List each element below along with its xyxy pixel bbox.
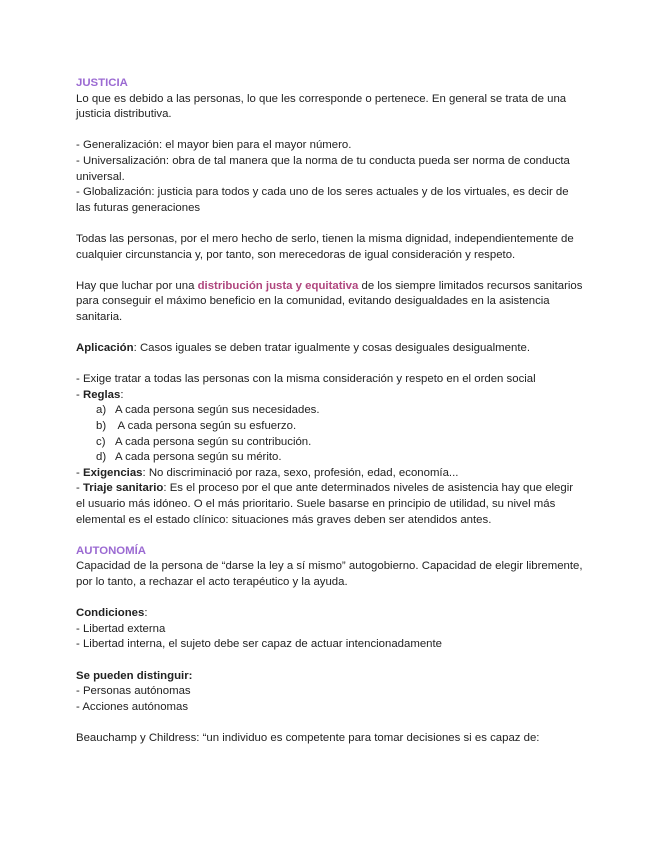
justicia-item-universalizacion: - Universalización: obra de tal manera que la norma de tu conducta pueda ser norma de conducta universal.	[76, 154, 570, 183]
condiciones-item-externa: - Libertad externa	[76, 622, 166, 635]
reglas-list	[76, 403, 585, 465]
condiciones-suffix: :	[144, 607, 148, 620]
triaje-label: Triaje sanitario	[82, 482, 164, 495]
list-item	[76, 403, 585, 419]
lucha-post: de los siempre limitados recursos sanitarios para conseguir el máximo beneficio en la comunidad, evitando desigualdades en la asistencia sanitaria.	[76, 279, 583, 323]
exigencias-text: : No discriminació por raza, sexo, profesión, edad, economía...	[142, 466, 459, 479]
justicia-item-globalizacion: - Globalización: justicia para todos y cada uno de los seres actuales y de los virtuales, es decir de las futuras generaciones	[76, 186, 569, 214]
justicia-dignidad: Todas las personas, por el mero hecho de serlo, tienen la misma dignidad, independientemente de cualquier circunstancia y, por tanto, son merecedoras de igual consideración y respeto.	[76, 232, 574, 261]
justicia-lucha	[76, 279, 585, 326]
reglas-line	[76, 388, 585, 404]
justicia-intro: Lo que es debido a las personas, lo que les corresponde o pertenece. En general se trata de una justicia distributiva.	[76, 92, 567, 121]
reglas-prefix: -	[76, 388, 83, 401]
beauchamp-line: Beauchamp y Childress: “un individuo es competente para tomar decisiones si es capaz de:	[76, 731, 540, 744]
list-letter: d)	[96, 451, 107, 464]
autonomia-heading: AUTONOMÍA	[76, 544, 147, 557]
aplicacion-label: Aplicación	[76, 342, 134, 355]
aplicacion-line	[76, 341, 585, 357]
exigencias-label: Exigencias	[82, 466, 143, 479]
condiciones-item-interna: - Libertad interna, el sujeto debe ser capaz de actuar intencionadamente	[76, 638, 443, 651]
exigencias-line	[76, 466, 585, 482]
list-item	[76, 450, 585, 466]
distinguir-item-personas: - Personas autónomas	[76, 685, 191, 698]
reglas-suffix: :	[120, 388, 124, 401]
autonomia-intro: Capacidad de la persona de “darse la ley a sí mismo” autogobierno. Capacidad de elegir libremente, por lo tanto, a rechazar el acto terapéutico y la ayuda.	[76, 560, 583, 588]
list-letter: b)	[96, 420, 107, 433]
reglas-label: Reglas	[82, 388, 121, 401]
triaje-text: : Es el proceso por el que ante determinados niveles de asistencia hay que elegir el usuario más idóneo. O el más prioritario. Suele basarse en principio de utilidad, su nivel más elemental es el estado clínico: situaciones más graves deben ser atendidos antes.	[76, 482, 574, 526]
list-text: A cada persona según su contribución.	[115, 435, 312, 448]
triaje-prefix: -	[76, 482, 83, 495]
aplicacion-text: : Casos iguales se deben tratar igualmente y cosas desiguales desigualmente.	[133, 342, 530, 355]
condiciones-label: Condiciones	[76, 607, 145, 620]
list-item	[76, 435, 585, 451]
justicia-heading: JUSTICIA	[76, 77, 128, 89]
triaje-line	[76, 481, 585, 528]
exigencias-prefix: -	[76, 466, 83, 479]
distinguir-label: Se pueden distinguir:	[76, 669, 193, 682]
list-text: A cada persona según su esfuerzo.	[115, 420, 297, 433]
condiciones-line	[76, 606, 585, 622]
lucha-highlight: distribución justa y equitativa	[197, 279, 359, 292]
distinguir-line	[76, 669, 585, 685]
list-text: A cada persona según sus necesidades.	[115, 404, 320, 417]
list-letter: c)	[96, 435, 106, 448]
lucha-pre: Hay que luchar por una	[76, 279, 198, 292]
distinguir-item-acciones: - Acciones autónomas	[76, 700, 189, 713]
list-item	[76, 419, 585, 435]
list-text: A cada persona según su mérito.	[115, 451, 282, 464]
justicia-item-generalizacion: - Generalización: el mayor bien para el mayor número.	[76, 139, 352, 152]
list-letter: a)	[96, 404, 107, 417]
exige-line: - Exige tratar a todas las personas con la misma consideración y respeto en el orden social	[76, 373, 536, 386]
